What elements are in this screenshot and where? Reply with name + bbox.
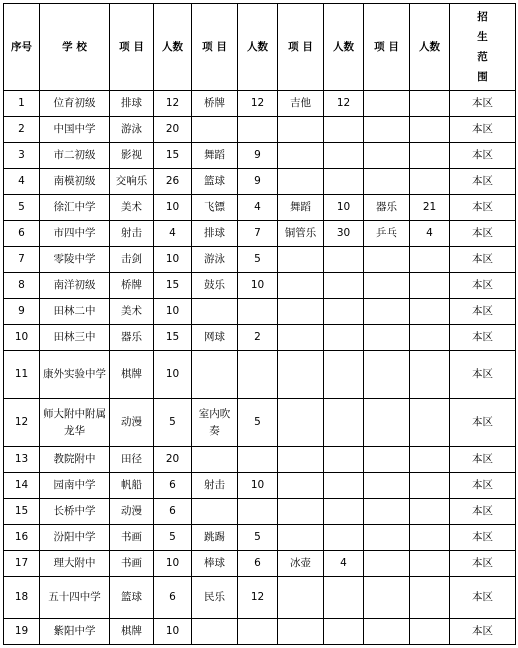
cell-range: 本区 xyxy=(450,525,516,551)
cell-count-4: 4 xyxy=(410,221,450,247)
cell-count-3 xyxy=(324,169,364,195)
cell-range: 本区 xyxy=(450,551,516,577)
cell-range: 本区 xyxy=(450,399,516,447)
cell-project-2 xyxy=(192,117,238,143)
cell-count-1: 6 xyxy=(154,577,192,619)
cell-count-3 xyxy=(324,499,364,525)
cell-project-2: 飞镖 xyxy=(192,195,238,221)
cell-seq: 16 xyxy=(4,525,40,551)
cell-project-2 xyxy=(192,447,238,473)
table-row xyxy=(4,351,516,399)
table-row xyxy=(4,499,516,525)
cell-range: 本区 xyxy=(450,447,516,473)
cell-range: 本区 xyxy=(450,195,516,221)
cell-count-3 xyxy=(324,325,364,351)
header-range-char: 围 xyxy=(477,70,488,83)
cell-range: 本区 xyxy=(450,247,516,273)
cell-count-3 xyxy=(324,619,364,645)
cell-project-1: 排球 xyxy=(110,91,154,117)
cell-count-1: 20 xyxy=(154,117,192,143)
cell-count-1: 10 xyxy=(154,195,192,221)
cell-project-1: 交响乐 xyxy=(110,169,154,195)
cell-project-1: 棋牌 xyxy=(110,351,154,399)
table-row xyxy=(4,525,516,551)
cell-school: 南模初级 xyxy=(40,169,110,195)
cell-school: 五十四中学 xyxy=(40,577,110,619)
cell-count-3 xyxy=(324,299,364,325)
cell-school: 零陵中学 xyxy=(40,247,110,273)
cell-project-3 xyxy=(278,473,324,499)
cell-project-3: 舞蹈 xyxy=(278,195,324,221)
cell-school: 田林三中 xyxy=(40,325,110,351)
table-row xyxy=(4,447,516,473)
cell-count-3: 10 xyxy=(324,195,364,221)
cell-count-1: 15 xyxy=(154,325,192,351)
cell-project-4 xyxy=(364,169,410,195)
cell-project-1: 影视 xyxy=(110,143,154,169)
cell-school: 理大附中 xyxy=(40,551,110,577)
cell-seq: 17 xyxy=(4,551,40,577)
cell-count-1: 6 xyxy=(154,499,192,525)
cell-project-2: 排球 xyxy=(192,221,238,247)
cell-project-1: 书画 xyxy=(110,551,154,577)
table-row xyxy=(4,273,516,299)
header-range-char: 范 xyxy=(477,51,488,63)
enrollment-table-wrapper xyxy=(3,3,516,645)
cell-project-1: 篮球 xyxy=(110,577,154,619)
cell-project-1: 射击 xyxy=(110,221,154,247)
cell-project-2: 棒球 xyxy=(192,551,238,577)
cell-project-2: 舞蹈 xyxy=(192,143,238,169)
cell-count-2: 7 xyxy=(238,221,278,247)
table-row xyxy=(4,195,516,221)
cell-count-2: 2 xyxy=(238,325,278,351)
cell-project-4 xyxy=(364,273,410,299)
cell-count-4 xyxy=(410,447,450,473)
cell-project-3 xyxy=(278,299,324,325)
cell-project-4 xyxy=(364,551,410,577)
cell-seq: 8 xyxy=(4,273,40,299)
cell-count-1: 10 xyxy=(154,551,192,577)
cell-count-3 xyxy=(324,399,364,447)
cell-count-4 xyxy=(410,619,450,645)
cell-count-1: 26 xyxy=(154,169,192,195)
cell-seq: 6 xyxy=(4,221,40,247)
cell-count-2: 5 xyxy=(238,247,278,273)
table-row xyxy=(4,91,516,117)
table-row xyxy=(4,117,516,143)
cell-seq: 1 xyxy=(4,91,40,117)
cell-project-2 xyxy=(192,351,238,399)
header-row xyxy=(4,4,516,91)
cell-project-2: 跳踢 xyxy=(192,525,238,551)
cell-school: 市二初级 xyxy=(40,143,110,169)
cell-project-1: 击剑 xyxy=(110,247,154,273)
cell-count-1: 20 xyxy=(154,447,192,473)
cell-project-2: 鼓乐 xyxy=(192,273,238,299)
cell-project-3 xyxy=(278,351,324,399)
cell-range: 本区 xyxy=(450,143,516,169)
cell-project-3 xyxy=(278,143,324,169)
cell-seq: 2 xyxy=(4,117,40,143)
cell-project-1: 帆船 xyxy=(110,473,154,499)
cell-project-1: 动漫 xyxy=(110,499,154,525)
cell-count-2: 9 xyxy=(238,169,278,195)
cell-project-4 xyxy=(364,473,410,499)
cell-count-2: 12 xyxy=(238,91,278,117)
cell-project-3 xyxy=(278,169,324,195)
cell-count-3: 4 xyxy=(324,551,364,577)
cell-seq: 12 xyxy=(4,399,40,447)
cell-project-2: 射击 xyxy=(192,473,238,499)
table-row xyxy=(4,325,516,351)
cell-project-4 xyxy=(364,91,410,117)
header-range-char: 招 xyxy=(477,11,488,24)
cell-project-1: 棋牌 xyxy=(110,619,154,645)
cell-count-3 xyxy=(324,447,364,473)
cell-seq: 3 xyxy=(4,143,40,169)
cell-project-2: 篮球 xyxy=(192,169,238,195)
cell-project-4 xyxy=(364,117,410,143)
header-project-3: 项 目 xyxy=(278,4,324,91)
cell-project-2: 网球 xyxy=(192,325,238,351)
cell-count-2: 10 xyxy=(238,273,278,299)
table-row xyxy=(4,247,516,273)
cell-range: 本区 xyxy=(450,473,516,499)
cell-project-3 xyxy=(278,273,324,299)
cell-school: 教院附中 xyxy=(40,447,110,473)
cell-project-1: 桥牌 xyxy=(110,273,154,299)
cell-project-3 xyxy=(278,577,324,619)
cell-count-4: 21 xyxy=(410,195,450,221)
table-row xyxy=(4,577,516,619)
cell-project-4 xyxy=(364,577,410,619)
cell-school: 长桥中学 xyxy=(40,499,110,525)
cell-count-1: 15 xyxy=(154,273,192,299)
cell-count-3 xyxy=(324,351,364,399)
header-school: 学 校 xyxy=(40,4,110,91)
header-project-4: 项 目 xyxy=(364,4,410,91)
cell-range: 本区 xyxy=(450,499,516,525)
table-row xyxy=(4,551,516,577)
cell-range: 本区 xyxy=(450,351,516,399)
cell-school: 园南中学 xyxy=(40,473,110,499)
cell-project-3 xyxy=(278,117,324,143)
cell-count-2: 6 xyxy=(238,551,278,577)
cell-project-3 xyxy=(278,525,324,551)
header-count-3: 人数 xyxy=(324,4,364,91)
cell-school: 紫阳中学 xyxy=(40,619,110,645)
cell-school: 南洋初级 xyxy=(40,273,110,299)
cell-count-2: 4 xyxy=(238,195,278,221)
cell-school: 康外实验中学 xyxy=(40,351,110,399)
cell-count-2 xyxy=(238,619,278,645)
cell-project-4 xyxy=(364,143,410,169)
cell-school: 田林二中 xyxy=(40,299,110,325)
cell-range: 本区 xyxy=(450,619,516,645)
cell-project-4 xyxy=(364,399,410,447)
table-body xyxy=(4,91,516,645)
cell-project-1: 田径 xyxy=(110,447,154,473)
cell-count-2 xyxy=(238,299,278,325)
cell-seq: 10 xyxy=(4,325,40,351)
cell-count-4 xyxy=(410,473,450,499)
cell-count-4 xyxy=(410,117,450,143)
cell-count-2: 5 xyxy=(238,399,278,447)
cell-count-4 xyxy=(410,499,450,525)
cell-project-3: 冰壶 xyxy=(278,551,324,577)
cell-count-1: 12 xyxy=(154,91,192,117)
cell-school: 师大附中附属龙华 xyxy=(40,399,110,447)
cell-count-4 xyxy=(410,91,450,117)
cell-seq: 5 xyxy=(4,195,40,221)
cell-range: 本区 xyxy=(450,325,516,351)
cell-range: 本区 xyxy=(450,91,516,117)
cell-range: 本区 xyxy=(450,273,516,299)
cell-project-3: 铜管乐 xyxy=(278,221,324,247)
cell-school: 市四中学 xyxy=(40,221,110,247)
cell-count-1: 10 xyxy=(154,247,192,273)
cell-project-1: 美术 xyxy=(110,299,154,325)
cell-count-1: 10 xyxy=(154,299,192,325)
cell-project-4 xyxy=(364,525,410,551)
cell-project-4 xyxy=(364,351,410,399)
cell-count-4 xyxy=(410,169,450,195)
table-row xyxy=(4,221,516,247)
table-row xyxy=(4,143,516,169)
cell-range: 本区 xyxy=(450,169,516,195)
cell-count-4 xyxy=(410,325,450,351)
cell-count-1: 5 xyxy=(154,399,192,447)
cell-count-4 xyxy=(410,399,450,447)
cell-project-3 xyxy=(278,619,324,645)
cell-project-1: 动漫 xyxy=(110,399,154,447)
table-row xyxy=(4,473,516,499)
cell-project-2: 民乐 xyxy=(192,577,238,619)
cell-seq: 14 xyxy=(4,473,40,499)
cell-project-4 xyxy=(364,447,410,473)
table-row xyxy=(4,169,516,195)
cell-count-1: 4 xyxy=(154,221,192,247)
header-range xyxy=(450,4,516,91)
cell-seq: 11 xyxy=(4,351,40,399)
cell-count-3 xyxy=(324,273,364,299)
cell-count-1: 5 xyxy=(154,525,192,551)
cell-count-3 xyxy=(324,143,364,169)
cell-school: 汾阳中学 xyxy=(40,525,110,551)
cell-project-2: 游泳 xyxy=(192,247,238,273)
cell-project-3 xyxy=(278,399,324,447)
cell-project-4 xyxy=(364,499,410,525)
cell-project-2 xyxy=(192,499,238,525)
cell-count-1: 15 xyxy=(154,143,192,169)
cell-count-2: 12 xyxy=(238,577,278,619)
cell-count-4 xyxy=(410,525,450,551)
cell-project-2 xyxy=(192,299,238,325)
cell-count-3 xyxy=(324,117,364,143)
cell-seq: 9 xyxy=(4,299,40,325)
cell-count-4 xyxy=(410,351,450,399)
cell-count-2: 5 xyxy=(238,525,278,551)
cell-count-3 xyxy=(324,525,364,551)
cell-range: 本区 xyxy=(450,577,516,619)
cell-count-3 xyxy=(324,247,364,273)
cell-project-1: 游泳 xyxy=(110,117,154,143)
table-row xyxy=(4,399,516,447)
cell-project-2 xyxy=(192,619,238,645)
table-row xyxy=(4,619,516,645)
cell-seq: 18 xyxy=(4,577,40,619)
header-range-char: 生 xyxy=(477,31,488,44)
cell-school: 位育初级 xyxy=(40,91,110,117)
cell-count-4 xyxy=(410,143,450,169)
cell-count-1: 10 xyxy=(154,619,192,645)
cell-count-4 xyxy=(410,247,450,273)
cell-count-2 xyxy=(238,447,278,473)
table-row xyxy=(4,299,516,325)
cell-project-3 xyxy=(278,499,324,525)
cell-range: 本区 xyxy=(450,299,516,325)
cell-seq: 15 xyxy=(4,499,40,525)
cell-count-3 xyxy=(324,577,364,619)
cell-count-2 xyxy=(238,499,278,525)
cell-count-4 xyxy=(410,299,450,325)
cell-project-4 xyxy=(364,619,410,645)
cell-seq: 19 xyxy=(4,619,40,645)
cell-project-1: 美术 xyxy=(110,195,154,221)
cell-count-3: 30 xyxy=(324,221,364,247)
cell-count-1: 10 xyxy=(154,351,192,399)
header-project-2: 项 目 xyxy=(192,4,238,91)
cell-range: 本区 xyxy=(450,117,516,143)
cell-project-4 xyxy=(364,299,410,325)
header-count-2: 人数 xyxy=(238,4,278,91)
cell-project-4 xyxy=(364,325,410,351)
cell-count-4 xyxy=(410,273,450,299)
cell-project-4: 器乐 xyxy=(364,195,410,221)
header-count-1: 人数 xyxy=(154,4,192,91)
cell-project-3: 吉他 xyxy=(278,91,324,117)
cell-project-3 xyxy=(278,325,324,351)
cell-school: 中国中学 xyxy=(40,117,110,143)
cell-count-2: 9 xyxy=(238,143,278,169)
cell-count-3 xyxy=(324,473,364,499)
header-seq: 序号 xyxy=(4,4,40,91)
cell-count-1: 6 xyxy=(154,473,192,499)
cell-count-3: 12 xyxy=(324,91,364,117)
cell-count-4 xyxy=(410,577,450,619)
cell-seq: 4 xyxy=(4,169,40,195)
cell-project-3 xyxy=(278,247,324,273)
cell-project-2: 室内吹奏 xyxy=(192,399,238,447)
cell-project-2: 桥牌 xyxy=(192,91,238,117)
cell-school: 徐汇中学 xyxy=(40,195,110,221)
cell-count-2 xyxy=(238,351,278,399)
header-project-1: 项 目 xyxy=(110,4,154,91)
cell-count-4 xyxy=(410,551,450,577)
cell-range: 本区 xyxy=(450,221,516,247)
cell-seq: 13 xyxy=(4,447,40,473)
header-count-4: 人数 xyxy=(410,4,450,91)
cell-seq: 7 xyxy=(4,247,40,273)
cell-count-2 xyxy=(238,117,278,143)
cell-project-4: 乒乓 xyxy=(364,221,410,247)
enrollment-table xyxy=(3,3,516,645)
cell-project-3 xyxy=(278,447,324,473)
cell-project-4 xyxy=(364,247,410,273)
cell-project-1: 器乐 xyxy=(110,325,154,351)
cell-project-1: 书画 xyxy=(110,525,154,551)
cell-count-2: 10 xyxy=(238,473,278,499)
